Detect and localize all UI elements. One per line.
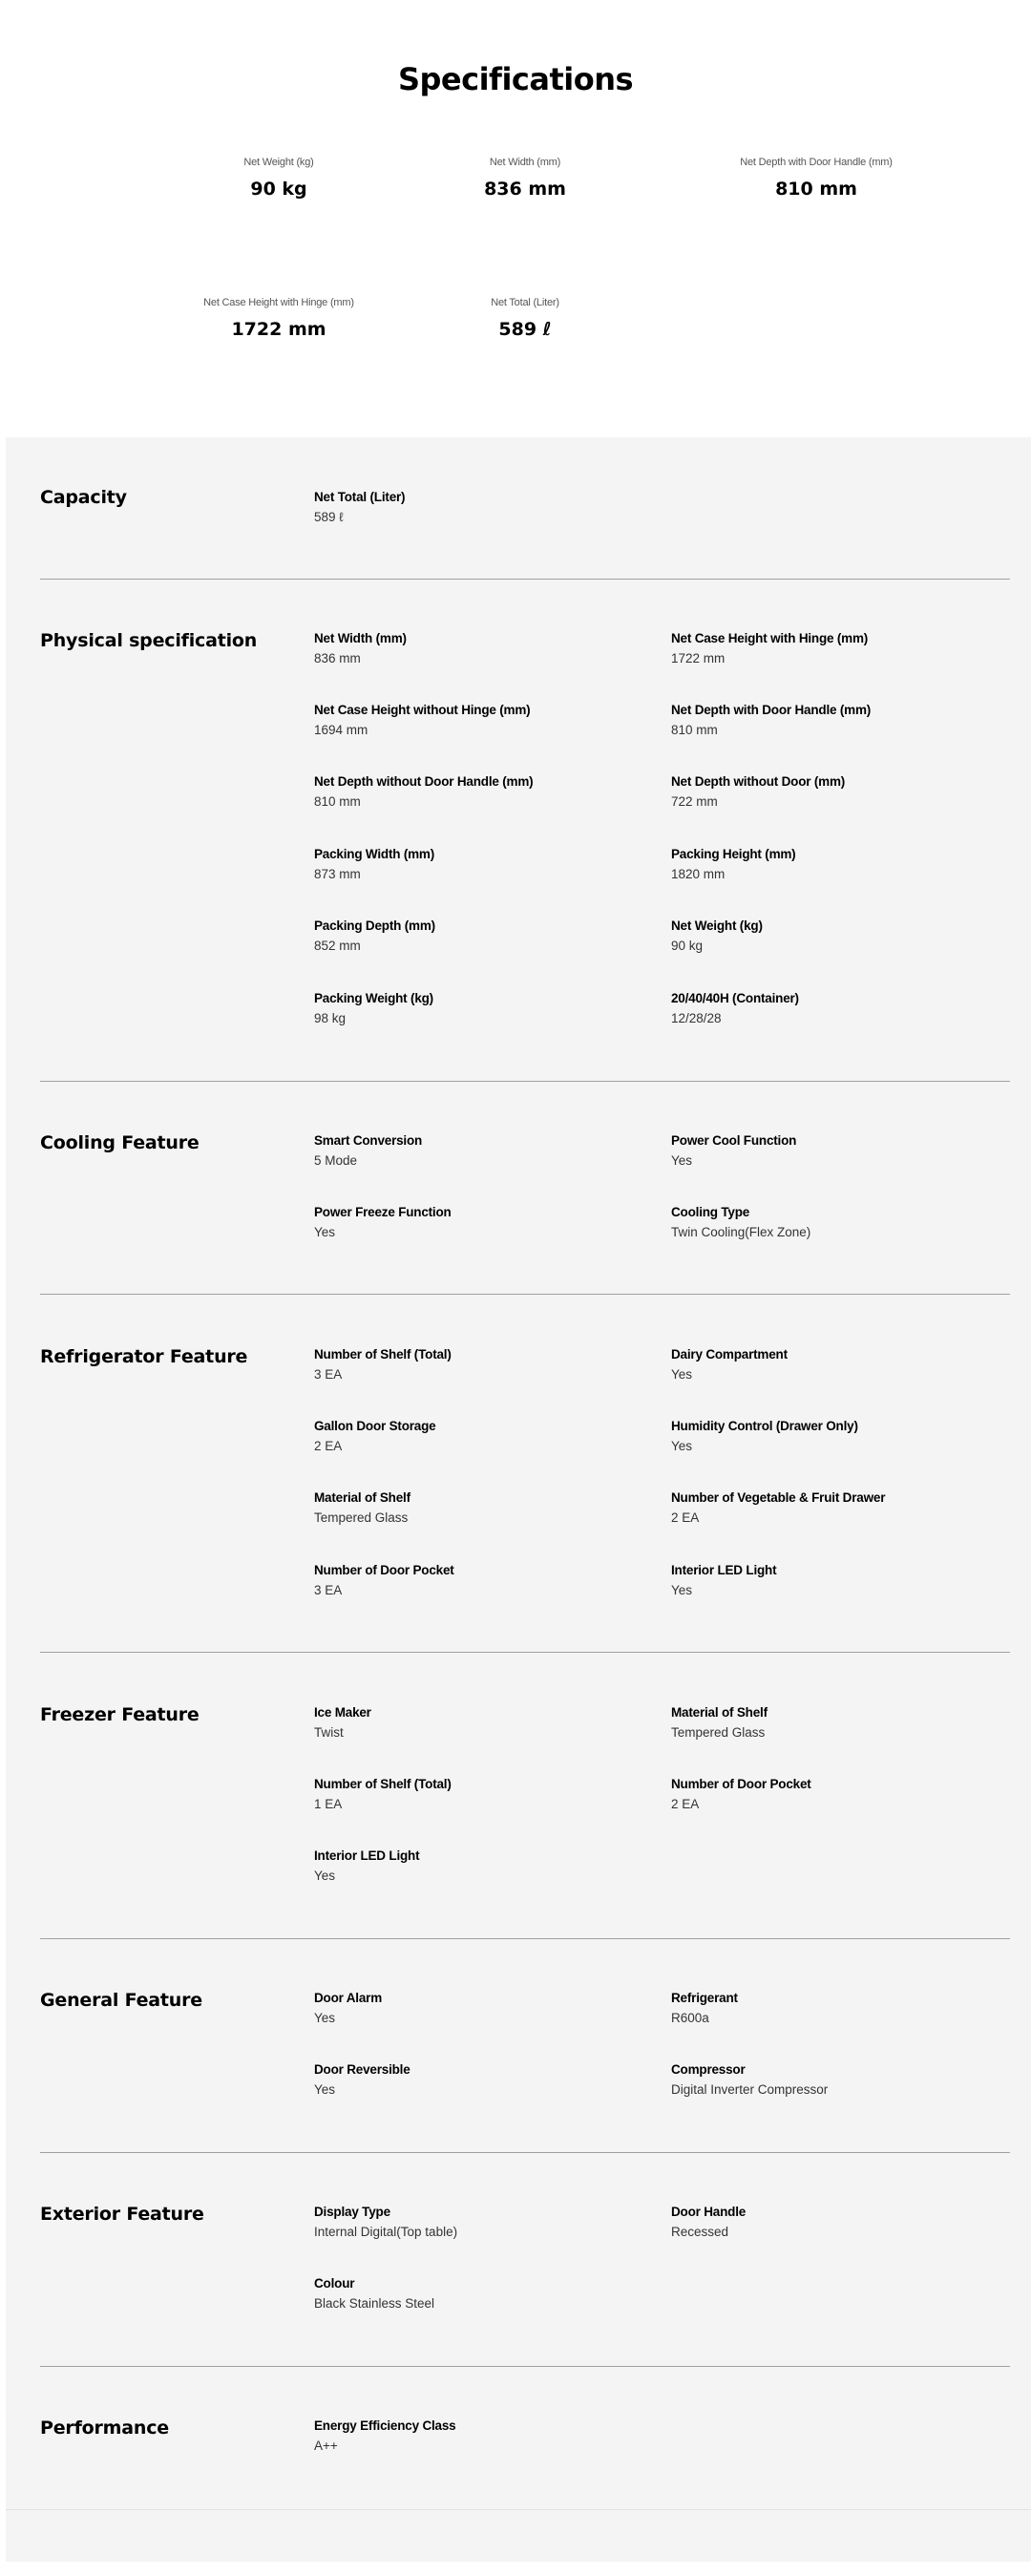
spec-item (314, 1132, 639, 1170)
spec-item (314, 1562, 639, 1599)
highlights-row (129, 156, 988, 213)
footer-divider (6, 2509, 1031, 2510)
section-divider (40, 1294, 1010, 1295)
spec-value: Yes (671, 1367, 693, 1382)
highlight-value: 90 kg (250, 179, 307, 200)
spec-item (671, 1132, 996, 1170)
spec-value: Twist (314, 1725, 344, 1740)
spec-item (314, 2061, 639, 2099)
spec-name: Refrigerant (671, 1991, 738, 2005)
section-divider (40, 1081, 1010, 1082)
spec-name: Colour (314, 2276, 355, 2291)
section-divider (40, 579, 1010, 580)
spec-name: Humidity Control (Drawer Only) (671, 1419, 858, 1433)
highlight-item (155, 156, 403, 200)
spec-value: 3 EA (314, 1367, 343, 1382)
spec-name: Number of Door Pocket (314, 1563, 454, 1577)
spec-value: A++ (314, 2439, 338, 2453)
spec-item (314, 918, 639, 955)
highlight-item (401, 156, 649, 200)
spec-item (671, 1776, 996, 1813)
spec-value: Twin Cooling(Flex Zone) (671, 1225, 811, 1239)
spec-value: 836 mm (314, 651, 361, 665)
section-divider (40, 2152, 1010, 2153)
spec-name: Door Handle (671, 2205, 747, 2219)
spec-value: 1694 mm (314, 723, 368, 737)
spec-value: Yes (314, 1225, 336, 1239)
spec-item (314, 1489, 639, 1527)
highlight-value: 1722 mm (231, 319, 326, 340)
spec-value: 3 EA (314, 1583, 343, 1597)
spec-item (671, 630, 996, 667)
spec-name: Number of Door Pocket (671, 1777, 811, 1791)
spec-value: R600a (671, 2011, 709, 2025)
spec-item (314, 2204, 639, 2241)
spec-value: 722 mm (671, 794, 718, 809)
spec-name: Net Case Height without Hinge (mm) (314, 703, 531, 717)
spec-value: Recessed (671, 2225, 729, 2239)
spec-item (671, 1418, 996, 1455)
spec-name: Door Reversible (314, 2062, 410, 2077)
spec-name: Display Type (314, 2205, 390, 2219)
highlight-item (401, 296, 649, 340)
spec-item (671, 1704, 996, 1742)
highlight-label: Net Weight (kg) (243, 157, 314, 168)
spec-item (314, 1418, 639, 1455)
spec-value: 873 mm (314, 867, 361, 881)
spec-item (671, 1346, 996, 1383)
spec-name: Gallon Door Storage (314, 1419, 436, 1433)
section-title: Freezer Feature (40, 1704, 200, 1725)
spec-value: Yes (671, 1153, 693, 1168)
spec-sections (6, 437, 1031, 2562)
spec-name: Net Width (mm) (314, 631, 407, 645)
spec-item (671, 2061, 996, 2099)
spec-name: Material of Shelf (671, 1705, 768, 1720)
highlight-label: Net Total (Liter) (491, 297, 559, 308)
spec-value: 810 mm (671, 723, 718, 737)
section-divider (40, 1652, 1010, 1653)
spec-name: Compressor (671, 2062, 746, 2077)
spec-value: Yes (671, 1439, 693, 1453)
section-title: Exterior Feature (40, 2204, 204, 2225)
spec-item (671, 773, 996, 811)
spec-name: Net Total (Liter) (314, 490, 406, 504)
spec-item (314, 1990, 639, 2027)
spec-name: Energy Efficiency Class (314, 2418, 456, 2433)
spec-item (314, 1776, 639, 1813)
spec-value: Yes (314, 2082, 336, 2097)
spec-name: Packing Width (mm) (314, 847, 435, 861)
spec-item (314, 489, 639, 526)
highlight-label: Net Width (mm) (489, 157, 561, 168)
spec-value: Tempered Glass (314, 1510, 409, 1525)
spec-name: Packing Weight (kg) (314, 991, 433, 1005)
spec-item (314, 1848, 639, 1885)
spec-value: 589 ℓ (314, 510, 344, 524)
spec-value: 90 kg (671, 939, 704, 953)
spec-value: Black Stainless Steel (314, 2296, 435, 2311)
highlight-item (155, 296, 403, 340)
spec-value: 1820 mm (671, 867, 726, 881)
spec-name: Packing Depth (mm) (314, 918, 435, 933)
highlight-value: 836 mm (484, 179, 566, 200)
spec-name: Door Alarm (314, 1991, 383, 2005)
spec-name: Net Depth without Door (mm) (671, 774, 846, 789)
spec-name: Packing Height (mm) (671, 847, 796, 861)
spec-value: 1 EA (314, 1797, 343, 1811)
spec-item (314, 2418, 639, 2455)
spec-name: Net Depth with Door Handle (mm) (671, 703, 872, 717)
spec-value: Internal Digital(Top table) (314, 2225, 458, 2239)
spec-item (314, 1346, 639, 1383)
spec-name: Power Freeze Function (314, 1205, 452, 1219)
section-title: Capacity (40, 487, 127, 508)
spec-name: Number of Vegetable & Fruit Drawer (671, 1490, 886, 1505)
spec-value: 1722 mm (671, 651, 726, 665)
spec-value: Yes (671, 1583, 693, 1597)
spec-item (314, 990, 639, 1027)
spec-value: 852 mm (314, 939, 361, 953)
spec-item (671, 990, 996, 1027)
spec-name: Interior LED Light (314, 1848, 420, 1863)
spec-name: Dairy Compartment (671, 1347, 788, 1362)
spec-value: 5 Mode (314, 1153, 358, 1168)
section-title: Performance (40, 2418, 169, 2439)
section-title: Cooling Feature (40, 1132, 200, 1153)
spec-name: Material of Shelf (314, 1490, 410, 1505)
spec-name: Power Cool Function (671, 1133, 797, 1148)
spec-name: Number of Shelf (Total) (314, 1347, 452, 1362)
spec-value: Tempered Glass (671, 1725, 766, 1740)
spec-item (671, 2204, 996, 2241)
specifications-header (0, 0, 1031, 437)
spec-item (671, 846, 996, 883)
highlight-value: 810 mm (775, 179, 857, 200)
spec-name: Cooling Type (671, 1205, 750, 1219)
spec-name: Net Case Height with Hinge (mm) (671, 631, 869, 645)
spec-item (671, 1990, 996, 2027)
section-title: Refrigerator Feature (40, 1346, 248, 1367)
spec-name: Smart Conversion (314, 1133, 423, 1148)
spec-value: 810 mm (314, 794, 361, 809)
spec-value: Yes (314, 2011, 336, 2025)
section-divider (40, 1938, 1010, 1939)
spec-item (314, 1204, 639, 1241)
section-title: Physical specification (40, 630, 258, 651)
highlight-label: Net Depth with Door Handle (mm) (740, 157, 893, 168)
spec-value: 2 EA (671, 1797, 700, 1811)
spec-value: Digital Inverter Compressor (671, 2082, 829, 2097)
spec-value: 98 kg (314, 1011, 347, 1025)
highlight-item (692, 156, 940, 200)
spec-item (671, 1489, 996, 1527)
spec-item (314, 773, 639, 811)
spec-item (314, 2275, 639, 2312)
spec-item (671, 1562, 996, 1599)
spec-item (314, 1704, 639, 1742)
highlights-row (129, 296, 988, 353)
spec-name: Net Depth without Door Handle (mm) (314, 774, 534, 789)
highlight-label: Net Case Height with Hinge (mm) (203, 297, 354, 308)
spec-name: 20/40/40H (Container) (671, 991, 799, 1005)
spec-name: Interior LED Light (671, 1563, 777, 1577)
spec-item (671, 702, 996, 739)
highlight-value: 589 ℓ (498, 319, 552, 340)
spec-item (671, 1204, 996, 1241)
section-divider (40, 2366, 1010, 2367)
spec-value: Yes (314, 1869, 336, 1883)
spec-item (314, 630, 639, 667)
spec-item (314, 846, 639, 883)
spec-item (314, 702, 639, 739)
page-title: Specifications (397, 61, 634, 97)
spec-value: 12/28/28 (671, 1011, 722, 1025)
spec-name: Number of Shelf (Total) (314, 1777, 452, 1791)
section-title: General Feature (40, 1990, 202, 2011)
spec-item (671, 918, 996, 955)
spec-value: 2 EA (671, 1510, 700, 1525)
spec-name: Ice Maker (314, 1705, 371, 1720)
spec-value: 2 EA (314, 1439, 343, 1453)
spec-name: Net Weight (kg) (671, 918, 763, 933)
